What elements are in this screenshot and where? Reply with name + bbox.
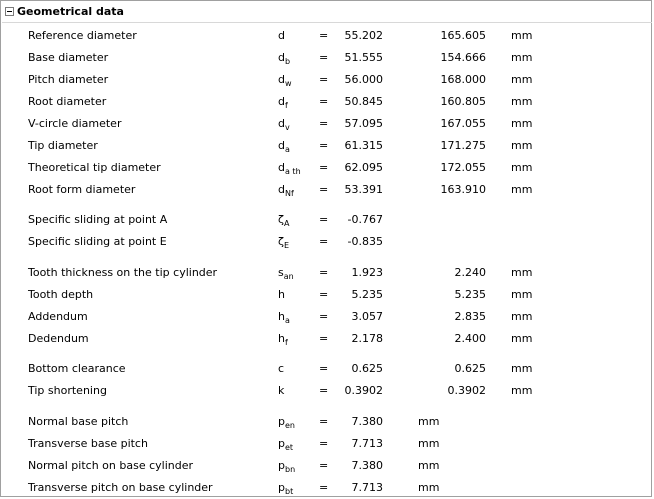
parameter-symbol: $p_{bt}$: [278, 481, 294, 496]
value-gear-1: 2.178: [351, 332, 383, 345]
value-gear-1: 7.380: [351, 459, 383, 472]
unit-label: mm: [418, 415, 440, 428]
parameter-label: Specific sliding at point E: [28, 235, 167, 248]
equals-sign: =: [319, 266, 329, 279]
value-gear-1: 7.380: [351, 415, 383, 428]
parameter-symbol: $p_{bn}$: [278, 459, 296, 474]
unit-label: mm: [511, 29, 533, 42]
value-gear-2: 160.805: [440, 95, 486, 108]
unit-label: mm: [511, 139, 533, 152]
symbol-subscript: en: [284, 421, 295, 430]
equals-sign: =: [319, 139, 329, 152]
value-gear-1: 5.235: [351, 288, 383, 301]
parameter-label: Base diameter: [28, 51, 109, 64]
equals-sign: =: [319, 310, 329, 323]
table-row: [1, 360, 651, 378]
equals-sign: =: [319, 362, 329, 375]
parameter-label: V-circle diameter: [28, 117, 122, 130]
parameter-label: Normal pitch on base cylinder: [28, 459, 193, 472]
unit-label: mm: [511, 117, 533, 130]
unit-label: mm: [511, 266, 533, 279]
value-gear-1: 57.095: [344, 117, 383, 130]
value-gear-1: 55.202: [344, 29, 383, 42]
symbol-subscript: a th: [284, 167, 301, 176]
unit-label: mm: [511, 332, 533, 345]
parameter-symbol: h: [278, 288, 285, 301]
unit-label: mm: [511, 183, 533, 196]
value-gear-2: 0.625: [454, 362, 486, 375]
symbol-subscript: an: [283, 272, 294, 281]
symbol-subscript: et: [284, 443, 294, 452]
value-gear-2: 172.055: [440, 161, 486, 174]
parameter-label: Root form diameter: [28, 183, 136, 196]
equals-sign: =: [319, 161, 329, 174]
value-gear-1: 61.315: [344, 139, 383, 152]
table-row: [1, 159, 651, 177]
symbol-subscript: f: [284, 101, 288, 110]
parameter-symbol: $p_{et}$: [278, 437, 294, 452]
parameter-symbol: $d_a$: [278, 139, 290, 154]
parameter-label: Transverse pitch on base cylinder: [28, 481, 213, 494]
table-row: [1, 479, 651, 497]
parameter-symbol: $d_v$: [278, 117, 290, 132]
value-gear-1: 7.713: [351, 481, 383, 494]
table-row: [1, 233, 651, 251]
value-gear-2: 2.835: [454, 310, 486, 323]
symbol-subscript: v: [284, 123, 290, 132]
symbol-subscript: a: [284, 316, 290, 325]
value-gear-2: 163.910: [440, 183, 486, 196]
parameter-label: Pitch diameter: [28, 73, 109, 86]
table-row: [1, 264, 651, 282]
parameter-symbol: $s_{an}$: [278, 266, 294, 281]
parameter-label: Transverse base pitch: [28, 437, 148, 450]
table-row: [1, 115, 651, 133]
equals-sign: =: [319, 235, 329, 248]
parameter-symbol: k: [278, 384, 285, 397]
value-gear-1: 3.057: [351, 310, 383, 323]
value-gear-1: 51.555: [344, 51, 383, 64]
section-title: Geometrical data: [17, 5, 124, 18]
value-gear-2: 154.666: [440, 51, 486, 64]
unit-label: mm: [511, 161, 533, 174]
value-gear-1: -0.767: [347, 213, 383, 226]
unit-label: mm: [511, 73, 533, 86]
parameter-symbol: $\zeta_A$: [278, 213, 290, 228]
parameter-symbol: $d_b$: [278, 51, 291, 66]
symbol-subscript: Nf: [284, 189, 294, 198]
value-gear-1: 0.3902: [344, 384, 383, 397]
unit-label: mm: [511, 310, 533, 323]
value-gear-2: 2.400: [454, 332, 486, 345]
table-row: [1, 71, 651, 89]
value-gear-2: 167.055: [440, 117, 486, 130]
parameter-symbol: $d_{a th}$: [278, 161, 301, 176]
table-row: [1, 435, 651, 453]
equals-sign: =: [319, 384, 329, 397]
parameter-symbol: $p_{en}$: [278, 415, 295, 430]
unit-label: mm: [511, 384, 533, 397]
equals-sign: =: [319, 29, 329, 42]
value-gear-1: 7.713: [351, 437, 383, 450]
equals-sign: =: [319, 95, 329, 108]
header-divider: [2, 22, 652, 23]
value-gear-1: 53.391: [344, 183, 383, 196]
parameter-label: Tip diameter: [28, 139, 98, 152]
parameter-label: Specific sliding at point A: [28, 213, 168, 226]
value-gear-2: 171.275: [440, 139, 486, 152]
parameter-label: Tip shortening: [28, 384, 107, 397]
parameter-symbol: $d_w$: [278, 73, 292, 88]
equals-sign: =: [319, 51, 329, 64]
value-gear-2: 0.3902: [447, 384, 486, 397]
parameter-label: Normal base pitch: [28, 415, 129, 428]
unit-label: mm: [511, 288, 533, 301]
value-gear-1: 50.845: [344, 95, 383, 108]
equals-sign: =: [319, 459, 329, 472]
table-row: [1, 382, 651, 400]
equals-sign: =: [319, 288, 329, 301]
parameter-label: Theoretical tip diameter: [28, 161, 161, 174]
symbol-subscript: f: [284, 338, 288, 347]
parameter-label: Tooth thickness on the tip cylinder: [28, 266, 218, 279]
parameter-label: Bottom clearance: [28, 362, 126, 375]
table-row: [1, 137, 651, 155]
equals-sign: =: [319, 213, 329, 226]
unit-label: mm: [418, 437, 440, 450]
parameter-symbol: $d_f$: [278, 95, 288, 110]
symbol-subscript: A: [283, 219, 290, 228]
equals-sign: =: [319, 332, 329, 345]
parameter-label: Reference diameter: [28, 29, 137, 42]
symbol-subscript: b: [284, 57, 291, 66]
parameter-label: Dedendum: [28, 332, 89, 345]
value-gear-2: 168.000: [440, 73, 486, 86]
parameter-label: Root diameter: [28, 95, 107, 108]
unit-label: mm: [511, 51, 533, 64]
parameter-symbol: $h_f$: [278, 332, 288, 347]
parameter-symbol: $\zeta_E$: [278, 235, 290, 250]
table-row: [1, 308, 651, 326]
value-gear-1: 0.625: [351, 362, 383, 375]
unit-label: mm: [418, 459, 440, 472]
parameter-symbol: d: [278, 29, 285, 42]
symbol-subscript: E: [283, 241, 290, 250]
table-row: [1, 27, 651, 45]
equals-sign: =: [319, 481, 329, 494]
table-row: [1, 413, 651, 431]
symbol-subscript: bt: [284, 487, 294, 496]
section-header[interactable]: [1, 1, 651, 22]
symbol-subscript: w: [284, 79, 292, 88]
table-row: [1, 93, 651, 111]
unit-label: mm: [511, 362, 533, 375]
equals-sign: =: [319, 183, 329, 196]
equals-sign: =: [319, 73, 329, 86]
parameter-label: Tooth depth: [28, 288, 94, 301]
value-gear-2: 165.605: [440, 29, 486, 42]
table-row: [1, 49, 651, 67]
parameter-label: Addendum: [28, 310, 88, 323]
collapse-toggle-icon[interactable]: [5, 7, 14, 16]
symbol-subscript: bn: [284, 465, 296, 474]
parameter-symbol: $d_{Nf}$: [278, 183, 294, 198]
value-gear-2: 5.235: [454, 288, 486, 301]
table-row: [1, 211, 651, 229]
symbol-subscript: a: [284, 145, 290, 154]
equals-sign: =: [319, 117, 329, 130]
value-gear-1: 62.095: [344, 161, 383, 174]
parameter-symbol: c: [278, 362, 285, 375]
table-row: [1, 286, 651, 304]
equals-sign: =: [319, 415, 329, 428]
value-gear-1: -0.835: [347, 235, 383, 248]
unit-label: mm: [511, 95, 533, 108]
table-row: [1, 330, 651, 348]
value-gear-2: 2.240: [454, 266, 486, 279]
value-gear-1: 56.000: [344, 73, 383, 86]
value-gear-1: 1.923: [351, 266, 383, 279]
table-row: [1, 181, 651, 199]
equals-sign: =: [319, 437, 329, 450]
table-row: [1, 457, 651, 475]
unit-label: mm: [418, 481, 440, 494]
parameter-symbol: $h_a$: [278, 310, 290, 325]
